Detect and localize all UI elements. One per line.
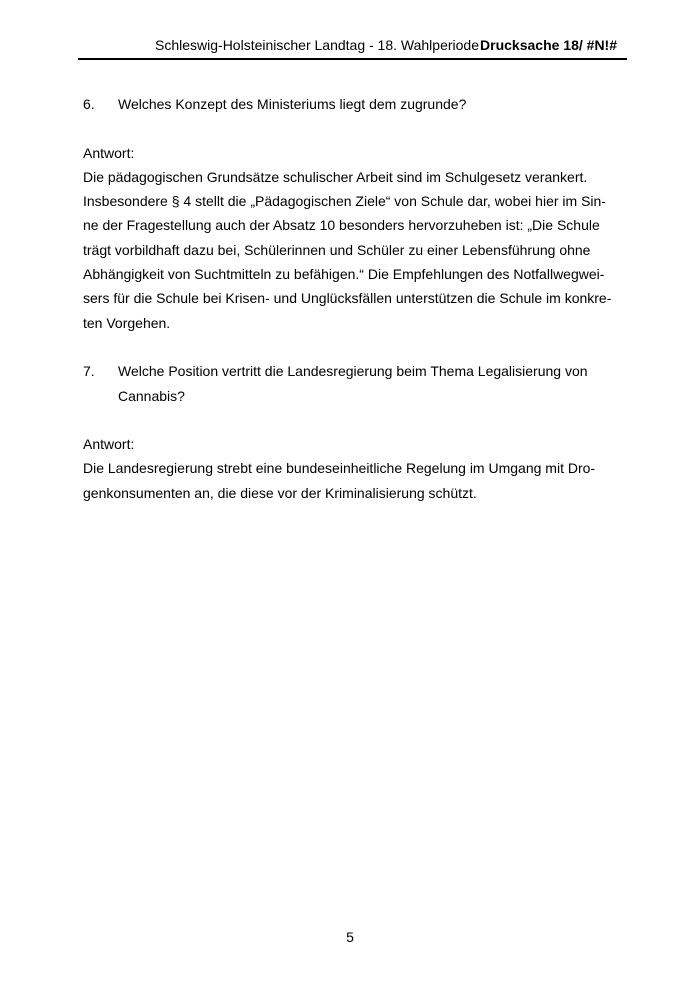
question-7-number: 7. — [83, 363, 95, 380]
answer-7-paragraph — [83, 456, 635, 505]
answer-7-label: Antwort: — [83, 436, 135, 453]
question-6-text: Welches Konzept des Ministeriums liegt dem zugrunde? — [118, 96, 467, 112]
page-number: 5 — [346, 929, 354, 945]
answer-6-line: ten Vorgehen. — [83, 314, 171, 331]
answer-6-line: Die pädagogischen Grundsätze schulischer Arbeit sind im Schulgesetz verankert. — [83, 168, 588, 185]
answer-6-label: Antwort: — [83, 144, 135, 161]
question-6 — [83, 92, 635, 116]
document-body — [83, 92, 635, 505]
answer-6-line: ne der Fragestellung auch der Absatz 10 besonders hervorzuheben ist: „Die Schule — [83, 217, 600, 234]
answer-7-line: genkonsumenten an, die diese vor der Kriminalisierung schützt. — [83, 484, 477, 501]
answer-6-line: sers für die Schule bei Krisen- und Unglücksfällen unterstützen die Schule im konkre- — [83, 290, 612, 307]
blank-line — [83, 408, 635, 432]
question-6-number: 6. — [83, 96, 95, 112]
question-7 — [83, 359, 635, 408]
answer-6-line: Abhängigkeit von Suchtmitteln zu befähigen.“ Die Empfehlungen des Notfallwegwei- — [83, 266, 605, 283]
question-7-line: Welche Position vertritt die Landesregierung beim Thema Legalisierung von — [118, 363, 588, 380]
answer-6-paragraph — [83, 165, 635, 335]
blank-line — [83, 116, 635, 140]
answer-7-line: Die Landesregierung strebt eine bundeseinheitliche Regelung im Umgang mit Dro- — [83, 460, 596, 477]
answer-6-line: trägt vorbildhaft dazu bei, Schülerinnen und Schüler zu einer Lebensführung ohne — [83, 241, 591, 258]
question-7-line: Cannabis? — [118, 387, 185, 404]
blank-line — [83, 335, 635, 359]
header-docnumber: Drucksache 18/ #N!# — [480, 37, 617, 53]
answer-6-line: Insbesondere § 4 stellt die „Pädagogischen Ziele“ von Schule dar, wobei hier im Sin- — [83, 193, 606, 210]
header-rule — [78, 58, 627, 60]
header-title: Schleswig-Holsteinischer Landtag - 18. Wahlperiode — [155, 37, 479, 53]
